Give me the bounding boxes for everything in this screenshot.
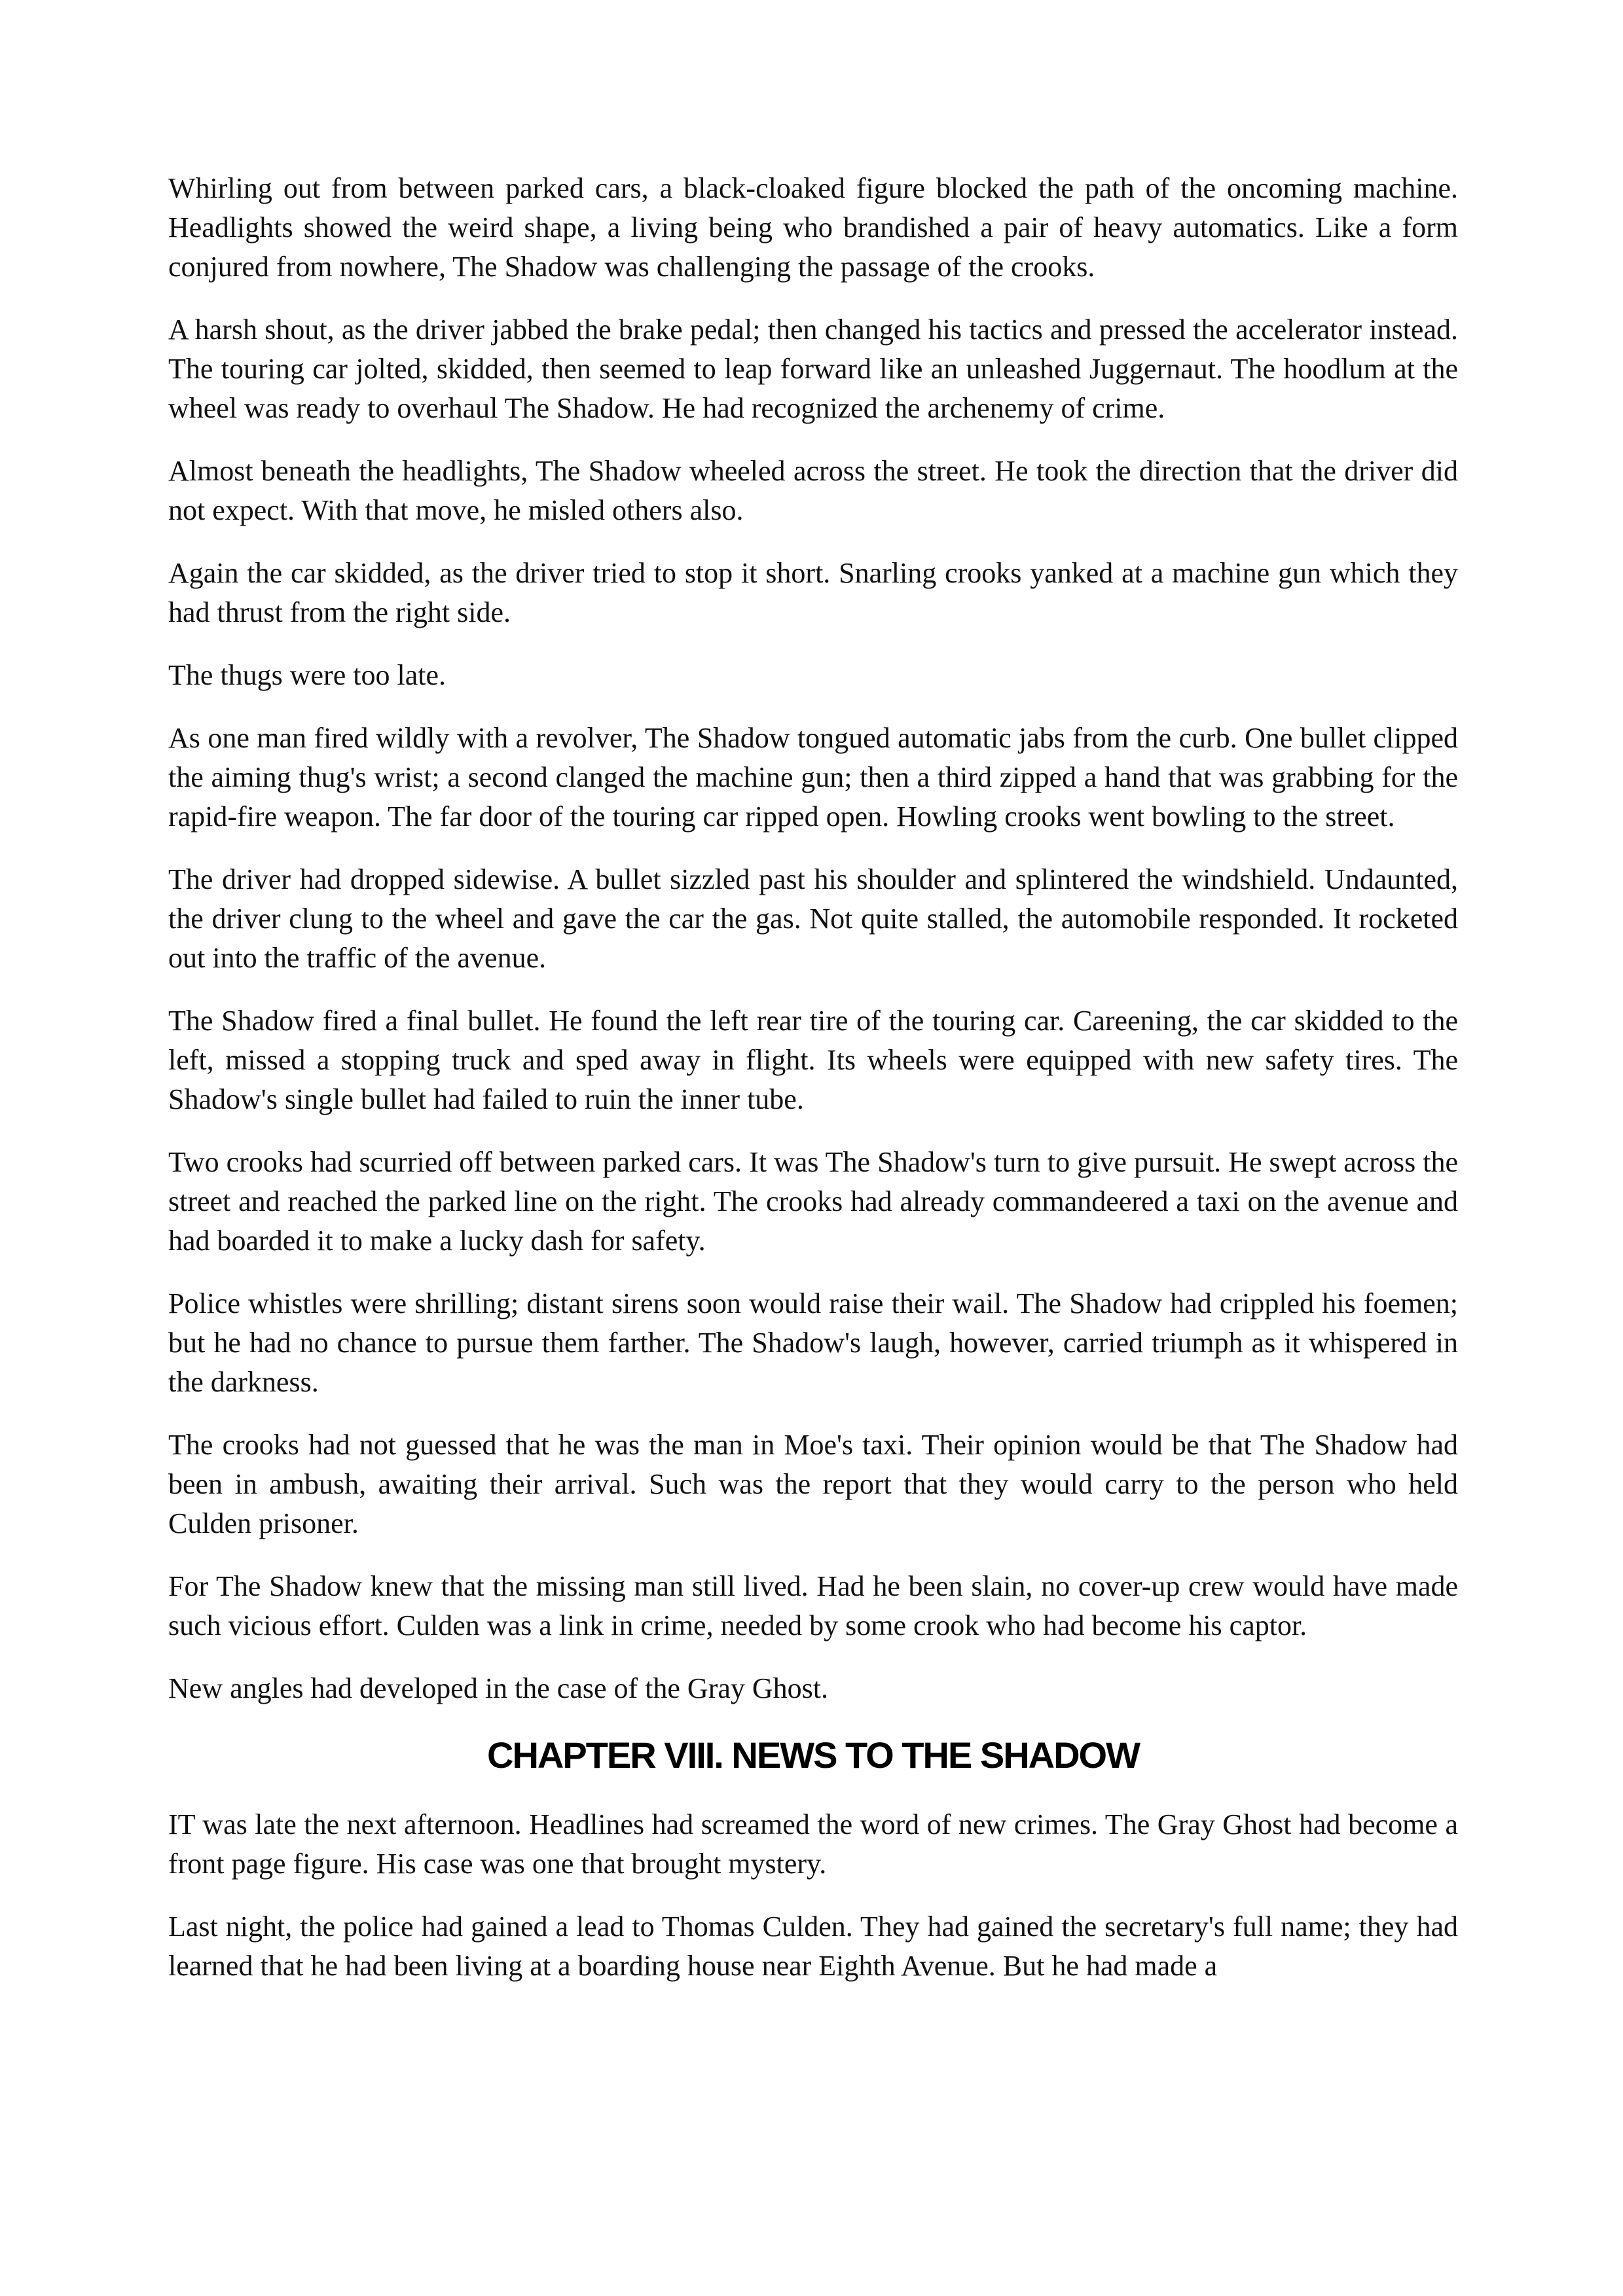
- paragraph: New angles had developed in the case of the Gray Ghost.: [168, 1672, 829, 1704]
- paragraph: Last night, the police had gained a lead to Thomas Culden. They had gained the secretary's full name; they had learned that he had been living at a boarding house near Eighth Avenue. But he had made a: [168, 1910, 1458, 1982]
- chapter-heading: CHAPTER VIII. NEWS TO THE SHADOW: [487, 1734, 1139, 1776]
- paragraph: IT was late the next afternoon. Headlines had screamed the word of new crimes. The Gray Ghost had become a front page figure. His case was one that brought mystery.: [168, 1808, 1458, 1880]
- paragraph: The crooks had not guessed that he was the man in Moe's taxi. Their opinion would be that The Shadow had been in ambush, awaiting their arrival. Such was the report that they would carry to the person who held Culden prisoner.: [168, 1429, 1458, 1539]
- paragraph: Two crooks had scurried off between parked cars. It was The Shadow's turn to give pursuit. He swept across the street and reached the parked line on the right. The crooks had already commandeered a taxi on the avenue and had boarded it to make a lucky dash for safety.: [168, 1146, 1458, 1257]
- paragraph: A harsh shout, as the driver jabbed the brake pedal; then changed his tactics and pressed the accelerator instead. The touring car jolted, skidded, then seemed to leap forward like an unleashed Juggernaut. The hoodlum at the wheel was ready to overhaul The Shadow. He had recognized the archenemy of crime.: [168, 314, 1458, 424]
- paragraph: The Shadow fired a final bullet. He found the left rear tire of the touring car. Careening, the car skidded to the left, missed a stopping truck and sped away in flight. Its wheels were equipped with new safety tires. The Shadow's single bullet had failed to ruin the inner tube.: [168, 1005, 1458, 1115]
- paragraph: Police whistles were shrilling; distant sirens soon would raise their wail. The Shadow had crippled his foemen; but he had no chance to pursue them farther. The Shadow's laugh, however, carried triumph as it whispered in the darkness.: [168, 1287, 1458, 1398]
- paragraph: The thugs were too late.: [168, 659, 446, 691]
- paragraph: As one man fired wildly with a revolver, The Shadow tongued automatic jabs from the curb. One bullet clipped the aiming thug's wrist; a second clanged the machine gun; then a third zipped a hand that was grabbing for the rapid-fire weapon. The far door of the touring car ripped open. Howling crooks went bowling to the street.: [168, 722, 1458, 833]
- paragraph: For The Shadow knew that the missing man still lived. Had he been slain, no cover-up crew would have made such vicious effort. Culden was a link in crime, needed by some crook who had become his captor.: [168, 1570, 1458, 1641]
- paragraph: Whirling out from between parked cars, a black-cloaked figure blocked the path of the oncoming machine. Headlights showed the weird shape, a living being who brandished a pair of heavy automatics. Like a form conjured from nowhere, The Shadow was challenging the passage of the crooks.: [168, 172, 1458, 283]
- paragraph: Almost beneath the headlights, The Shadow wheeled across the street. He took the direction that the driver did not expect. With that move, he misled others also.: [168, 455, 1458, 526]
- paragraph: Again the car skidded, as the driver tried to stop it short. Snarling crooks yanked at a machine gun which they had thrust from the right side.: [168, 557, 1458, 628]
- paragraph: The driver had dropped sidewise. A bullet sizzled past his shoulder and splintered the windshield. Undaunted, the driver clung to the wheel and gave the car the gas. Not quite stalled, the automobile responded. It rocketed out into the traffic of the avenue.: [168, 863, 1458, 974]
- document-page: [168, 169, 1458, 2009]
